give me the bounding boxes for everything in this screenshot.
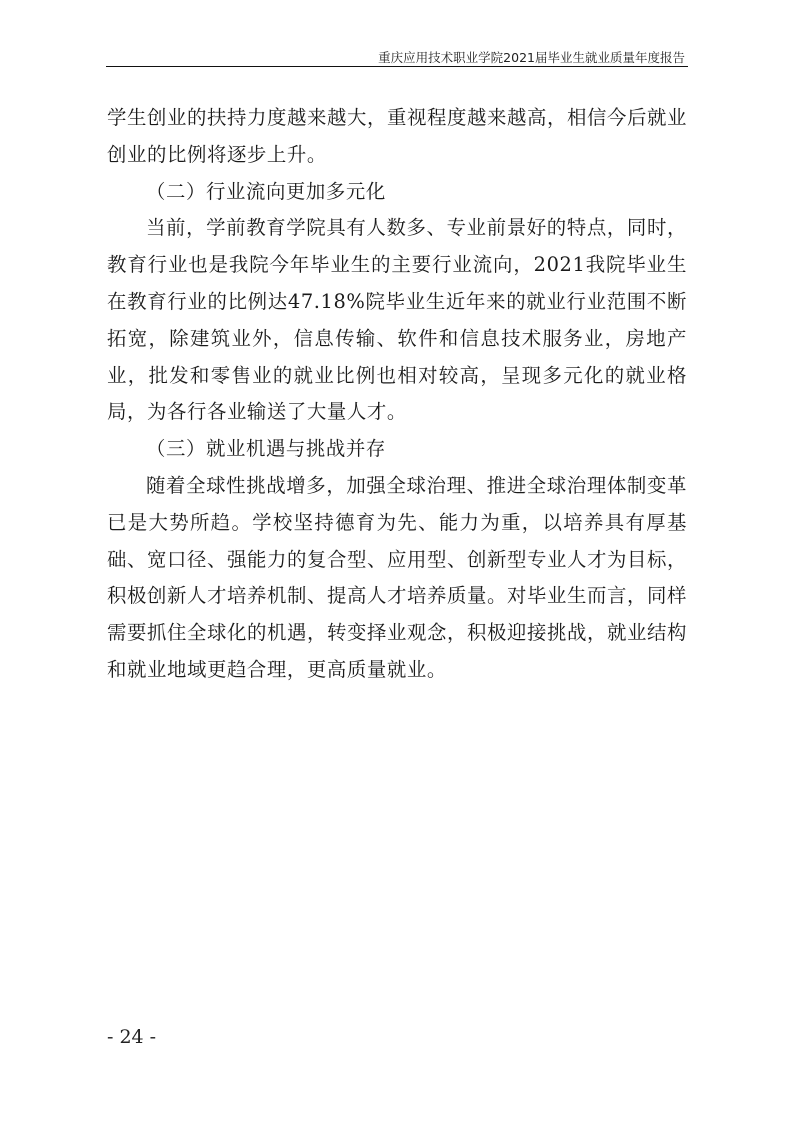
opportunity-challenge-paragraph: 随着全球性挑战增多，加强全球治理、推进全球治理体制变革已是大势所趋。学校坚持德育为先、能力为重，以培养具有厚基础、宽口径、强能力的复合型、应用型、创新型专业人才为目标，积极创新人才培养机制、提高人才培养质量。对毕业生而言，同样需要抓住全球化的机遇，转变择业观念，积极迎接挑战，就业结构和就业地域更趋合理，更高质量就业。: [107, 473, 687, 681]
page-number: - 24 -: [107, 1026, 157, 1048]
industry-flow-paragraph: 当前，学前教育学院具有人数多、专业前景好的特点，同时，教育行业也是我院今年毕业生的主要行业流向，2021我院毕业生在教育行业的比例达47.18%院毕业生近年来的就业行业范围不断拓宽，除建筑业外，信息传输、软件和信息技术服务业，房地产业，批发和零售业的就业比例也相对较高，呈现多元化的就业格局，为各行各业输送了大量人才。: [107, 216, 687, 424]
document-body: [107, 100, 687, 689]
section-heading-opportunity-challenge: （三）就业机遇与挑战并存: [146, 437, 386, 461]
section-heading-industry-flow: （二）行业流向更加多元化: [146, 179, 386, 203]
running-header-title: 重庆应用技术职业学院2021届毕业生就业质量年度报告: [378, 50, 685, 65]
continuation-paragraph: 学生创业的扶持力度越来越大，重视程度越来越高，相信今后就业创业的比例将逐步上升。: [107, 106, 687, 166]
header-divider: [106, 66, 688, 67]
